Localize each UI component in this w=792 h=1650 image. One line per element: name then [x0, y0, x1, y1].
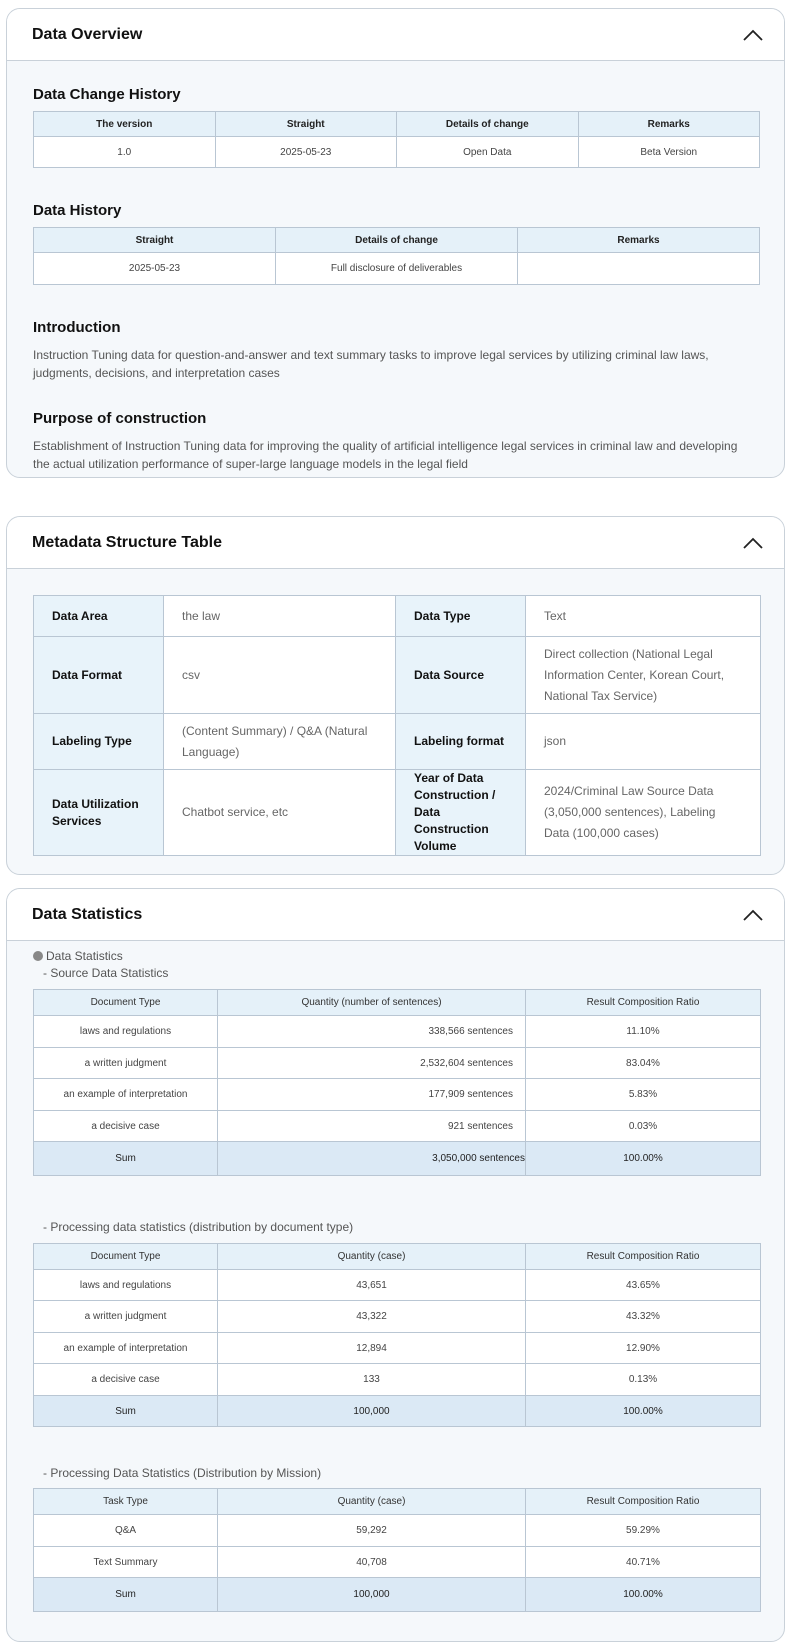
stats-header: Task Type — [34, 1489, 218, 1515]
metadata-value: 2024/Criminal Law Source Data (3,050,000 sentences), Labeling Data (100,000 cases) — [526, 770, 761, 856]
change-history-header: Remarks — [578, 112, 760, 137]
sum-cell: Sum — [34, 1142, 218, 1176]
metadata-key: Data Source — [396, 637, 526, 714]
table-cell — [518, 253, 760, 285]
table-row — [34, 137, 760, 168]
table-row — [34, 253, 760, 285]
table-cell: 11.10% — [526, 1016, 761, 1048]
table-cell: 12.90% — [526, 1333, 761, 1364]
metadata-key: Year of Data Construction / Data Construction Volume — [396, 770, 526, 856]
table-cell: 921 sentences — [218, 1111, 526, 1142]
metadata-table — [33, 595, 761, 856]
table-row — [34, 1301, 761, 1333]
table-cell: Full disclosure of deliverables — [276, 253, 518, 285]
table-cell: 1.0 — [34, 137, 216, 168]
table-cell: 0.13% — [526, 1364, 761, 1396]
table-row — [34, 714, 761, 770]
statistics-header[interactable] — [7, 889, 784, 941]
table-cell: 12,894 — [218, 1333, 526, 1364]
table-cell: an example of interpretation — [34, 1079, 218, 1111]
metadata-key: Labeling Type — [34, 714, 164, 770]
table-row — [34, 1270, 761, 1301]
bullet-text: Data Statistics — [46, 949, 123, 963]
statistics-title: Data Statistics — [32, 905, 143, 923]
table-cell: 2025-05-23 — [34, 253, 276, 285]
metadata-value: Text — [526, 596, 761, 637]
sum-cell: 100,000 — [218, 1578, 526, 1612]
metadata-value: Direct collection (National Legal Information Center, Korean Court, National Tax Service) — [526, 637, 761, 714]
table-cell: Open Data — [397, 137, 579, 168]
table-cell: 0.03% — [526, 1111, 761, 1142]
metadata-key: Data Type — [396, 596, 526, 637]
table-cell: a decisive case — [34, 1111, 218, 1142]
stats-header: Document Type — [34, 990, 218, 1016]
metadata-value: (Content Summary) / Q&A (Natural Language) — [164, 714, 396, 770]
data-overview-header[interactable] — [7, 9, 784, 61]
table-cell: 40.71% — [526, 1547, 761, 1578]
sum-cell: 100.00% — [526, 1142, 761, 1176]
sum-row — [34, 1142, 761, 1176]
table-cell: 59,292 — [218, 1515, 526, 1547]
table-cell: laws and regulations — [34, 1270, 218, 1301]
table-row — [34, 1048, 761, 1079]
change-history-header: The version — [34, 112, 216, 137]
table-row — [34, 1515, 761, 1547]
metadata-value: the law — [164, 596, 396, 637]
statistics-bullet-label — [33, 949, 123, 963]
metadata-value: Chatbot service, etc — [164, 770, 396, 856]
metadata-key: Labeling format — [396, 714, 526, 770]
metadata-title: Metadata Structure Table — [32, 533, 222, 551]
stats-header: Result Composition Ratio — [526, 990, 761, 1016]
change-history-heading: Data Change History — [33, 86, 181, 103]
data-overview-title: Data Overview — [32, 25, 143, 43]
source-stats-table — [33, 989, 761, 1176]
table-cell: 43,651 — [218, 1270, 526, 1301]
table-cell: 177,909 sentences — [218, 1079, 526, 1111]
table-cell: 83.04% — [526, 1048, 761, 1079]
sum-cell: 3,050,000 sentences — [218, 1142, 526, 1176]
metadata-key: Data Utilization Services — [34, 770, 164, 856]
sum-cell: Sum — [34, 1396, 218, 1427]
table-cell: a written judgment — [34, 1048, 218, 1079]
chevron-up-icon[interactable] — [742, 536, 764, 550]
table-row — [34, 1547, 761, 1578]
sum-cell: 100,000 — [218, 1396, 526, 1427]
stats-header: Result Composition Ratio — [526, 1244, 761, 1270]
table-cell: laws and regulations — [34, 1016, 218, 1048]
statistics-panel — [6, 888, 785, 1642]
table-row — [34, 637, 761, 714]
table-cell: 43,322 — [218, 1301, 526, 1333]
metadata-key: Data Format — [34, 637, 164, 714]
data-history-header: Remarks — [518, 228, 760, 253]
chevron-up-icon[interactable] — [742, 28, 764, 42]
stats-header: Result Composition Ratio — [526, 1489, 761, 1515]
chevron-up-icon[interactable] — [742, 908, 764, 922]
processing-mission-table — [33, 1488, 761, 1612]
source-stats-label: - Source Data Statistics — [43, 966, 169, 980]
stats-header: Quantity (number of sentences) — [218, 990, 526, 1016]
data-history-table — [33, 227, 760, 285]
table-row — [34, 1364, 761, 1396]
sum-cell: 100.00% — [526, 1578, 761, 1612]
change-history-header: Details of change — [397, 112, 579, 137]
introduction-heading: Introduction — [33, 319, 121, 336]
stats-header: Quantity (case) — [218, 1244, 526, 1270]
introduction-text: Instruction Tuning data for question-and-answer and text summary tasks to improve legal services by utilizing criminal law laws, judgments, decisions, and interpretation cases — [33, 348, 709, 380]
table-cell: Text Summary — [34, 1547, 218, 1578]
processing-doc-table — [33, 1243, 761, 1427]
table-cell: a written judgment — [34, 1301, 218, 1333]
metadata-value: json — [526, 714, 761, 770]
table-cell: 59.29% — [526, 1515, 761, 1547]
bullet-icon — [33, 951, 43, 961]
sum-row — [34, 1578, 761, 1612]
table-cell: 338,566 sentences — [218, 1016, 526, 1048]
change-history-table — [33, 111, 760, 168]
purpose-heading: Purpose of construction — [33, 410, 207, 427]
metadata-panel — [6, 516, 785, 875]
sum-row — [34, 1396, 761, 1427]
table-cell: a decisive case — [34, 1364, 218, 1396]
purpose-text: Establishment of Instruction Tuning data for improving the quality of artificial intelligence legal services in criminal law and developing the actual utilization performance of super-large language models in the legal field — [33, 439, 738, 471]
metadata-header[interactable] — [7, 517, 784, 569]
table-row — [34, 596, 761, 637]
table-row — [34, 1111, 761, 1142]
data-history-header: Straight — [34, 228, 276, 253]
table-cell: 43.65% — [526, 1270, 761, 1301]
table-cell: an example of interpretation — [34, 1333, 218, 1364]
processing-mission-label: - Processing Data Statistics (Distribution by Mission) — [43, 1466, 322, 1480]
table-row — [34, 770, 761, 856]
sum-cell: Sum — [34, 1578, 218, 1612]
metadata-value: csv — [164, 637, 396, 714]
table-cell: Q&A — [34, 1515, 218, 1547]
sum-cell: 100.00% — [526, 1396, 761, 1427]
data-history-header: Details of change — [276, 228, 518, 253]
table-cell: 5.83% — [526, 1079, 761, 1111]
table-cell: 2025-05-23 — [215, 137, 397, 168]
data-overview-panel — [6, 8, 785, 478]
table-cell: 133 — [218, 1364, 526, 1396]
processing-doc-label: - Processing data statistics (distribution by document type) — [43, 1220, 354, 1234]
change-history-header: Straight — [215, 112, 397, 137]
table-row — [34, 1016, 761, 1048]
stats-header: Quantity (case) — [218, 1489, 526, 1515]
table-cell: 43.32% — [526, 1301, 761, 1333]
table-cell: 40,708 — [218, 1547, 526, 1578]
table-cell: 2,532,604 sentences — [218, 1048, 526, 1079]
table-cell: Beta Version — [578, 137, 760, 168]
table-row — [34, 1079, 761, 1111]
table-row — [34, 1333, 761, 1364]
metadata-key: Data Area — [34, 596, 164, 637]
stats-header: Document Type — [34, 1244, 218, 1270]
data-history-heading: Data History — [33, 202, 122, 219]
